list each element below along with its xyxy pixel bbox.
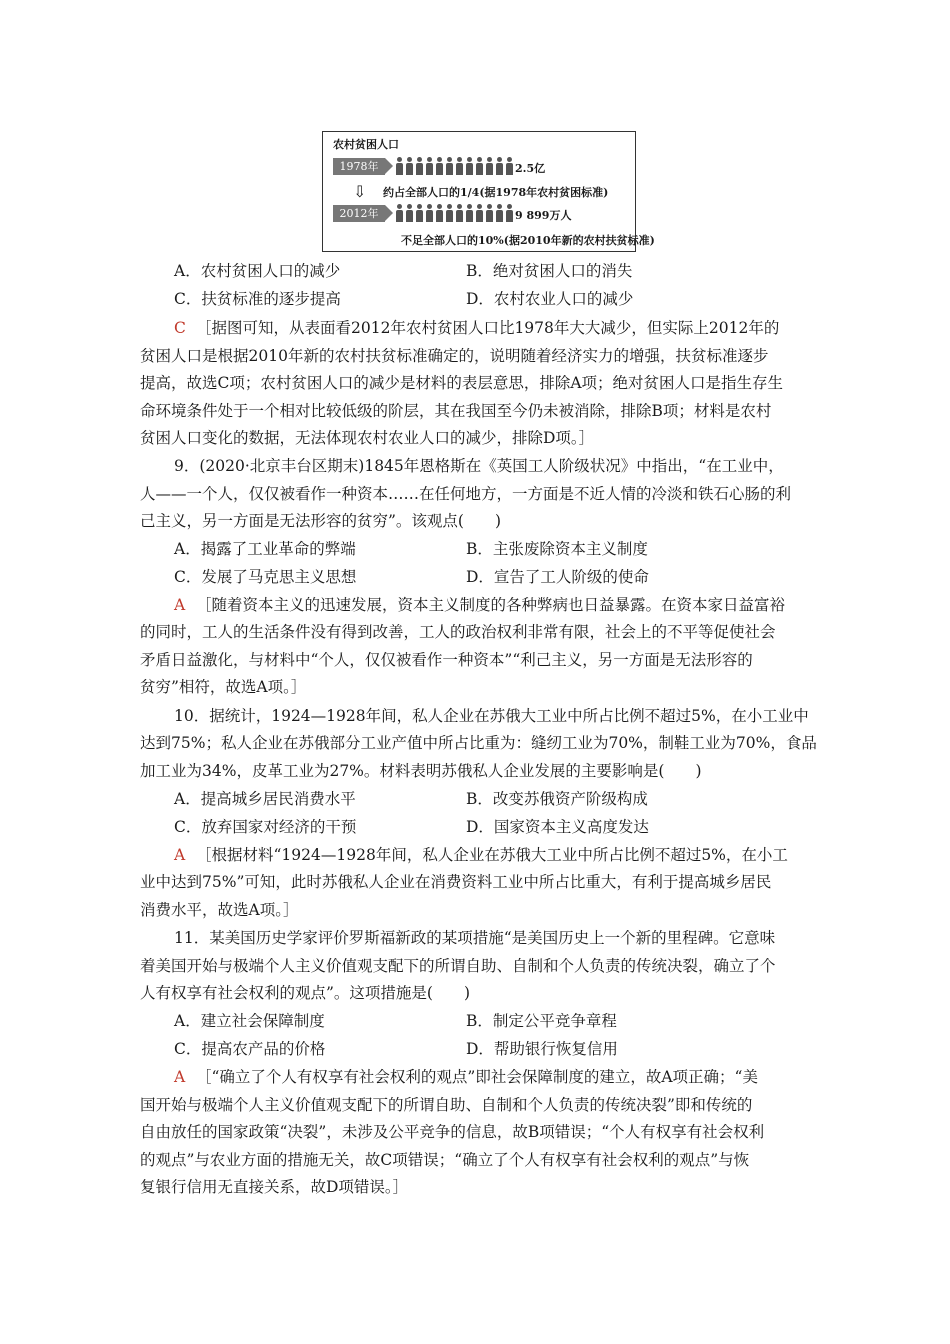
q10-option-b: B．改变苏俄资产阶级构成 xyxy=(466,790,648,808)
q9-option-b: B．主张废除资本主义制度 xyxy=(466,540,648,558)
person-icon xyxy=(485,204,494,222)
q8-explanation-line: 贫困人口变化的数据，无法体现农村农业人口的减少，排除D项。］ xyxy=(140,429,595,447)
count-2012: 9 899万人 xyxy=(515,209,572,222)
q11-option-c: C．提高农产品的价格 xyxy=(174,1040,326,1058)
q11-stem-line: 人有权享有社会权利的观点”。这项措施是( ) xyxy=(140,984,471,1002)
person-icon xyxy=(425,204,434,222)
person-icon xyxy=(505,157,514,175)
q8-explanation-line: 贫困人口是根据2010年新的农村扶贫标准确定的，说明随着经济实力的增强，扶贫标准逐步 xyxy=(140,347,769,365)
q11-answer: A xyxy=(174,1068,186,1086)
q11-explanation-line: ［“确立了个人有权享有社会权利的观点”即社会保障制度的建立，故A项正确；“美 xyxy=(196,1068,758,1086)
person-icon xyxy=(425,157,434,175)
person-icon xyxy=(485,157,494,175)
people-icons-2012 xyxy=(395,204,514,222)
q10-option-c: C．放弃国家对经济的干预 xyxy=(174,818,357,836)
arrow-marker-icon xyxy=(385,158,393,174)
person-icon xyxy=(405,157,414,175)
person-icon xyxy=(445,204,454,222)
q11-explanation-line: 自由放任的国家政策“决裂”，未涉及公平竞争的信息，故B项错误；“个人有权享有社会权利 xyxy=(140,1123,765,1141)
person-icon xyxy=(405,204,414,222)
q9-stem-line: 己主义，另一方面是无法形容的贫穷”。该观点( ) xyxy=(140,512,502,530)
q11-stem-line: 11．某美国历史学家评价罗斯福新政的某项措施“是美国历史上一个新的里程碑。它意味 xyxy=(174,929,776,947)
q8-option-b: B．绝对贫困人口的消失 xyxy=(466,262,633,280)
q9-explanation-line: 矛盾日益激化，与材料中“个人，仅仅被看作一种资本”“利己主义，另一方面是无法形容的 xyxy=(140,651,753,669)
q10-stem-line: 加工业为34%，皮革工业为27%。材料表明苏俄私人企业发展的主要影响是( ) xyxy=(140,762,702,780)
q8-explanation-line: 提高，故选C项；农村贫困人口的减少是材料的表层意思，排除A项；绝对贫困人口是指生存生 xyxy=(140,374,784,392)
person-icon xyxy=(445,157,454,175)
q11-option-a: A．建立社会保障制度 xyxy=(174,1012,325,1030)
person-icon xyxy=(455,157,464,175)
q10-stem-line: 10．据统计，1924—1928年间，私人企业在苏俄大工业中所占比例不超过5%，在小工业中 xyxy=(174,707,809,725)
q8-answer: C xyxy=(174,319,186,337)
q11-explanation-line: 的观点”与农业方面的措施无关，故C项错误；“确立了个人有权享有社会权利的观点”与恢 xyxy=(140,1151,750,1169)
person-icon xyxy=(495,157,504,175)
q10-explanation-line: 业中达到75%”可知，此时苏俄私人企业在消费资料工业中所占比重大，有利于提高城乡居民 xyxy=(140,873,772,891)
person-icon xyxy=(505,204,514,222)
q9-explanation-line: 的同时，工人的生活条件没有得到改善，工人的政治权利非常有限，社会上的不平等促使社会 xyxy=(140,623,776,641)
q8-option-d: D．农村农业人口的减少 xyxy=(466,290,634,308)
q9-answer: A xyxy=(174,596,186,614)
down-arrow-icon: ⇩ xyxy=(353,182,367,201)
rural-poverty-figure xyxy=(322,131,655,252)
person-icon xyxy=(465,204,474,222)
person-icon xyxy=(415,157,424,175)
person-icon xyxy=(455,204,464,222)
q10-stem-line: 达到75%；私人企业在苏俄部分工业产值中所占比重为：缝纫工业为70%，制鞋工业为70%，食品 xyxy=(140,734,817,752)
person-icon xyxy=(465,157,474,175)
count-1978: 2.5亿 xyxy=(515,162,546,175)
q10-answer: A xyxy=(174,846,186,864)
q11-option-b: B．制定公平竞争章程 xyxy=(466,1012,617,1030)
year-1978-label: 1978年 xyxy=(333,158,385,175)
note-2012: 不足全部人口的10%(据2010年新的农村扶贫标准) xyxy=(401,234,655,247)
q9-option-c: C．发展了马克思主义思想 xyxy=(174,568,357,586)
person-icon xyxy=(395,204,404,222)
q9-explanation-line: ［随着资本主义的迅速发展，资本主义制度的各种弊病也日益暴露。在资本家日益富裕 xyxy=(196,596,786,614)
year-2012-label: 2012年 xyxy=(333,205,385,222)
q9-stem-line: 人——一个人，仅仅被看作一种资本……在任何地方，一方面是不近人情的冷淡和铁石心肠的利 xyxy=(140,485,792,503)
person-icon xyxy=(435,157,444,175)
person-icon xyxy=(415,204,424,222)
note-1978: 约占全部人口的1/4(据1978年农村贫困标准) xyxy=(383,186,609,199)
q10-explanation-line: 消费水平，故选A项。］ xyxy=(140,901,299,919)
q10-option-d: D．国家资本主义高度发达 xyxy=(466,818,649,836)
q10-explanation-line: ［根据材料“1924—1928年间，私人企业在苏俄大工业中所占比例不超过5%，在小工 xyxy=(196,846,788,864)
person-icon xyxy=(475,204,484,222)
q10-option-a: A．提高城乡居民消费水平 xyxy=(174,790,356,808)
people-icons-1978 xyxy=(395,157,514,175)
q8-explanation-line: 命环境条件处于一个相对比较低级的阶层，其在我国至今仍未被消除，排除B项；材料是农村 xyxy=(140,402,772,420)
q11-option-d: D．帮助银行恢复信用 xyxy=(466,1040,618,1058)
person-icon xyxy=(395,157,404,175)
figure-title: 农村贫困人口 xyxy=(333,138,399,151)
q8-explanation-line: ［据图可知，从表面看2012年农村贫困人口比1978年大大减少，但实际上2012年的 xyxy=(196,319,780,337)
q8-option-c: C．扶贫标准的逐步提高 xyxy=(174,290,341,308)
person-icon xyxy=(495,204,504,222)
q9-explanation-line: 贫穷”相符，故选A项。］ xyxy=(140,678,307,696)
q8-option-a: A．农村贫困人口的减少 xyxy=(174,262,341,280)
arrow-marker-icon xyxy=(385,205,393,221)
person-icon xyxy=(475,157,484,175)
q9-option-a: A．揭露了工业革命的弊端 xyxy=(174,540,356,558)
person-icon xyxy=(435,204,444,222)
q9-option-d: D．宣告了工人阶级的使命 xyxy=(466,568,649,586)
q11-explanation-line: 复银行信用无直接关系，故D项错误。］ xyxy=(140,1178,409,1196)
q11-stem-line: 着美国开始与极端个人主义价值观支配下的所谓自助、自制和个人负责的传统决裂，确立了个 xyxy=(140,957,776,975)
q9-stem-line: 9．(2020·北京丰台区期末)1845年恩格斯在《英国工人阶级状况》中指出，“在工业中， xyxy=(174,457,784,475)
q11-explanation-line: 国开始与极端个人主义价值观支配下的所谓自助、自制和个人负责的传统决裂”即和传统的 xyxy=(140,1096,753,1114)
